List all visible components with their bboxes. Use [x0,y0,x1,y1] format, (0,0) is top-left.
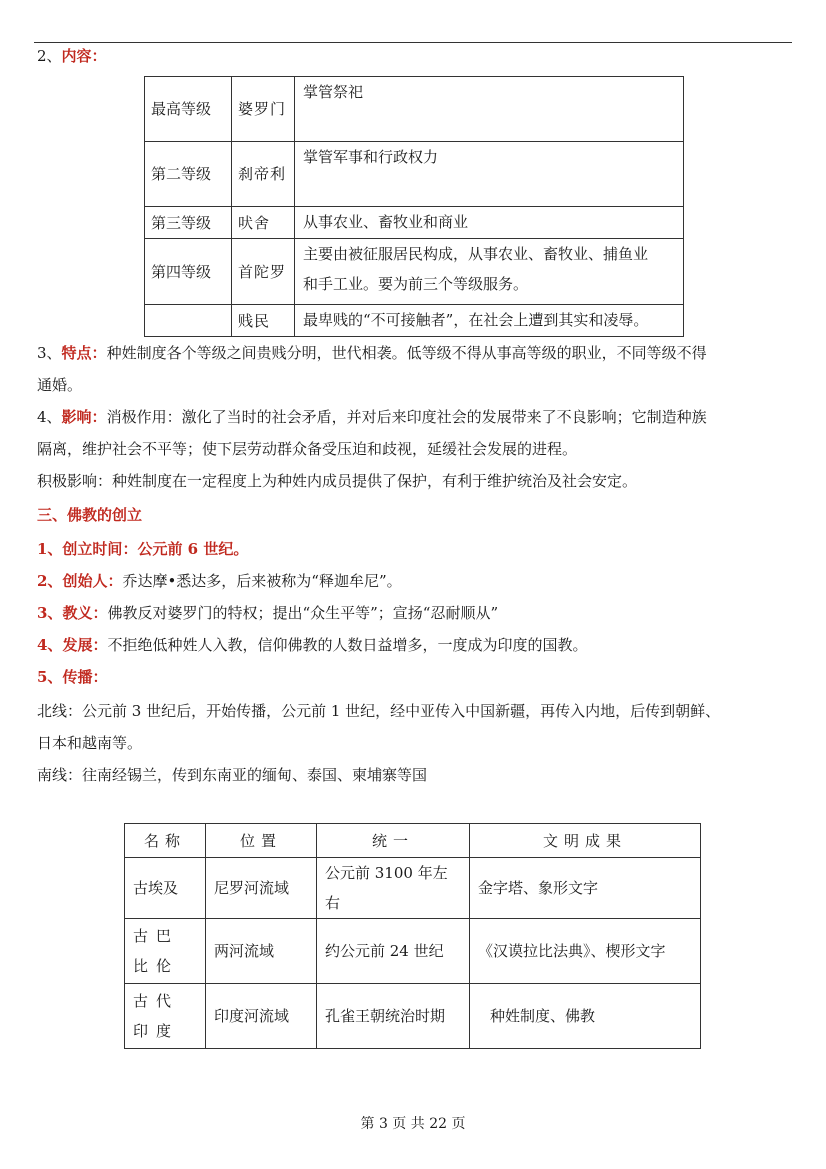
table-row: 古埃及 尼罗河流域 公元前 3100 年左右 金字塔、象形文字 [125,858,701,919]
development: 4、发展：不拒绝低种姓人入教，信仰佛教的人数日益增多，一度成为印度的国教。 [37,636,588,654]
section-2-heading: 2、内容： [37,47,107,65]
civilization-table [124,823,701,1049]
table-row: 古代印度 印度河流域 孔雀王朝统治时期 种姓制度、佛教 [125,984,701,1049]
south-route: 南线：往南经锡兰，传到东南亚的缅甸、泰国、柬埔寨等国 [37,766,428,784]
north-route-line-2: 日本和越南等。 [37,734,143,752]
doctrine: 3、教义：佛教反对婆罗门的特权；提出“众生平等”；宣扬“忍耐顺从” [37,604,499,622]
table-row: 古巴比伦 两河流域 约公元前 24 世纪 《汉谟拉比法典》、楔形文字 [125,919,701,984]
section-4-line-2: 隔离，维护社会不平等；使下层劳动群众备受压迫和歧视，延缓社会发展的进程。 [37,440,578,458]
caste-table [144,76,684,337]
section-4-impact: 4、影响：消极作用：激化了当时的社会矛盾，并对后来印度社会的发展带来了不良影响；它制造种族 [37,408,707,426]
buddhism-heading: 三、佛教的创立 [37,506,143,524]
founder: 2、创始人：乔达摩•悉达多，后来被称为“释迦牟尼”。 [37,572,402,590]
section-3-features: 3、特点：种姓制度各个等级之间贵贱分明，世代相袭。低等级不得从事高等级的职业，不同等级不得 [37,344,707,362]
north-route: 北线：公元前 3 世纪后，开始传播，公元前 1 世纪，经中亚传入中国新疆，再传入内地，后传到朝鲜、 [37,702,721,720]
table-row: 贱民 最卑贱的“不可接触者”，在社会上遭到其实和凌辱。 [145,305,684,337]
table-row: 第三等级 吠舍 从事农业、畜牧业和商业 [145,207,684,239]
table-row: 第四等级 首陀罗 主要由被征服居民构成，从事农业、畜牧业、捕鱼业 和手工业。要为前三个等级服务。 [145,239,684,305]
section-4-line-3: 积极影响：种姓制度在一定程度上为种姓内成员提供了保护，有利于维护统治及社会安定。 [37,472,638,490]
table-row: 最高等级 婆罗门 掌管祭祀 [145,77,684,142]
section-3-line-2: 通婚。 [37,376,83,394]
spread-heading: 5、传播： [37,668,108,686]
table-row: 第二等级 刹帝利 掌管军事和行政权力 [145,142,684,207]
table-header-row: 名称 位置 统一 文明成果 [125,824,701,858]
page-number: 第 3 页 共 22 页 [360,1116,466,1132]
founding-time: 1、创立时间：公元前 6 世纪。 [37,540,249,558]
header-rule [34,42,792,43]
